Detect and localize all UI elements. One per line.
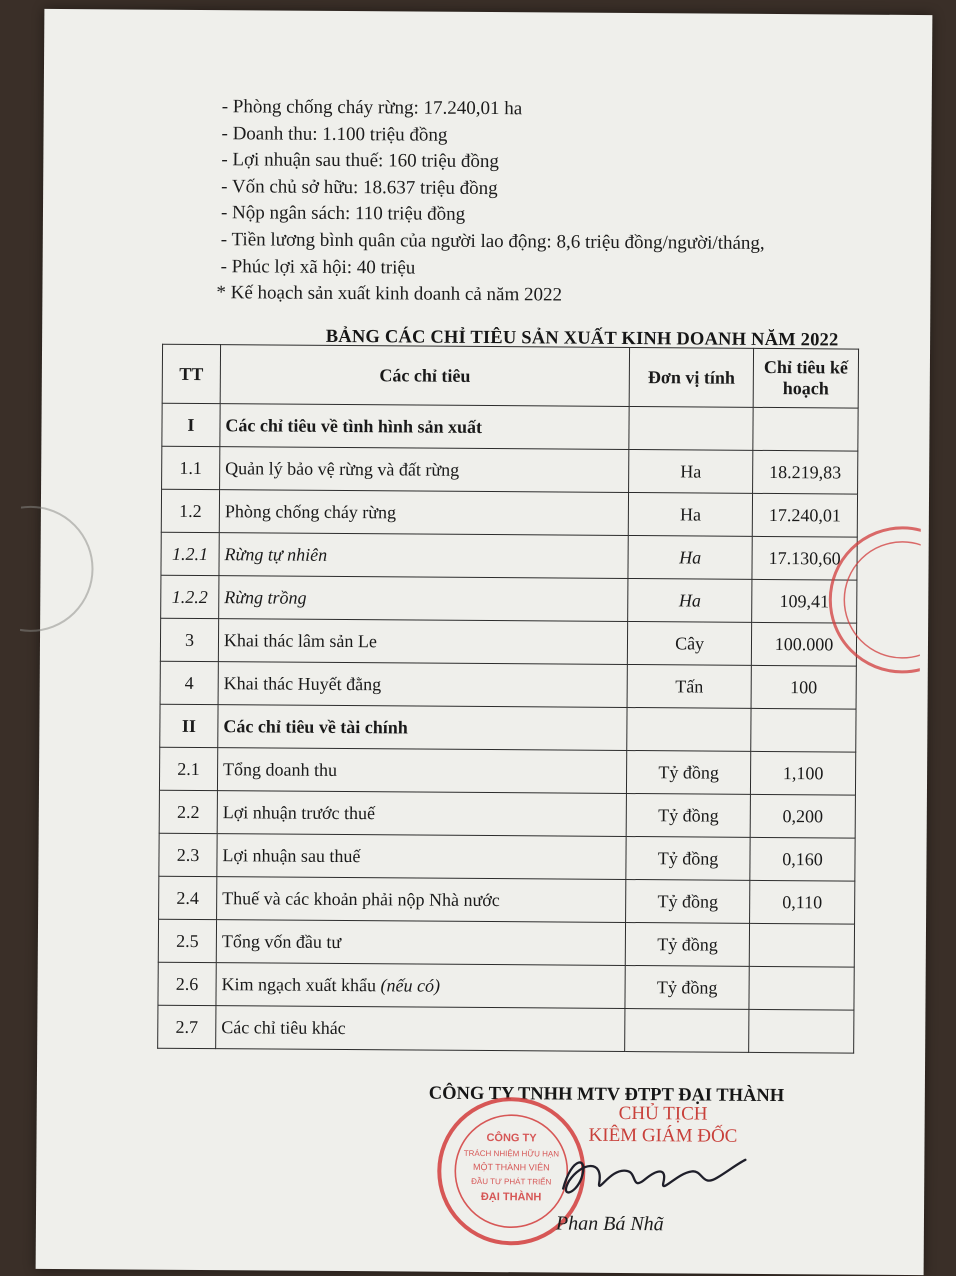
- header-tt: TT: [162, 344, 220, 403]
- svg-text:MỘT THÀNH VIÊN: MỘT THÀNH VIÊN: [472, 1161, 550, 1173]
- signer-title-line2: KIÊM GIÁM ĐỐC: [588, 1124, 738, 1147]
- row-tt: 1.2: [161, 489, 219, 532]
- row-indicator: Lợi nhuận sau thuế: [217, 834, 627, 880]
- row-unit: Ha: [628, 536, 752, 580]
- row-indicator: Các chỉ tiêu khác: [216, 1006, 626, 1052]
- bullet-item: - Tiền lương bình quân của người lao động: 8,6 triệu đồng/người/tháng,: [220, 229, 765, 254]
- summary-bullets: [216, 94, 921, 312]
- row-tt: 2.7: [158, 1005, 216, 1048]
- handwritten-signature: [541, 1136, 752, 1217]
- table-row: [158, 962, 854, 1010]
- row-value: [753, 407, 858, 451]
- row-unit: Ha: [629, 450, 753, 494]
- row-unit: Ha: [628, 579, 752, 623]
- document-page: [36, 9, 933, 1275]
- signer-name: Phan Bá Nhã: [555, 1212, 664, 1236]
- row-indicator: Tổng doanh thu: [217, 748, 627, 794]
- row-indicator: Rừng trồng: [219, 576, 629, 622]
- signer-title-line1: CHỦ TỊCH: [618, 1102, 708, 1125]
- row-unit: Ha: [628, 493, 752, 537]
- table-row: [158, 1005, 854, 1053]
- row-indicator-text: Kim ngạch xuất khẩu: [221, 973, 377, 995]
- row-value: 0,200: [750, 794, 855, 838]
- row-value: 109,41: [752, 579, 857, 623]
- row-tt: II: [160, 704, 218, 747]
- row-indicator: Các chỉ tiêu về tình hình sản xuất: [220, 404, 630, 450]
- row-tt: 2.3: [159, 833, 217, 876]
- row-unit: [627, 708, 751, 752]
- row-value: 100: [751, 665, 856, 709]
- row-indicator: Phòng chống cháy rừng: [219, 490, 629, 536]
- table-row: [160, 618, 856, 666]
- row-value: 1,100: [750, 751, 855, 795]
- row-tt: 3: [160, 618, 218, 661]
- row-indicator: Rừng tự nhiên: [219, 533, 629, 579]
- table-row-section: [160, 704, 856, 752]
- table-row: [159, 833, 855, 881]
- table-row: [158, 919, 854, 967]
- row-indicator: Khai thác lâm sản Le: [218, 619, 628, 665]
- row-unit: Tỷ đồng: [625, 965, 749, 1009]
- row-tt: 1.1: [162, 446, 220, 489]
- bullet-item: - Lợi nhuận sau thuế: 160 triệu đồng: [221, 149, 500, 173]
- row-tt: 1.2.2: [161, 575, 219, 618]
- svg-text:ĐẠI THÀNH: ĐẠI THÀNH: [480, 1190, 542, 1204]
- row-indicator: Quản lý bảo vệ rừng và đất rừng: [220, 447, 630, 493]
- svg-text:TRÁCH NHIỆM HỮU HẠN: TRÁCH NHIỆM HỮU HẠN: [463, 1148, 560, 1159]
- row-tt: 2.2: [159, 790, 217, 833]
- row-indicator: Tổng vốn đầu tư: [216, 920, 626, 966]
- company-name: CÔNG TY TNHH MTV ĐTPT ĐẠI THÀNH: [428, 1083, 785, 1107]
- row-indicator: Lợi nhuận trước thuế: [217, 791, 627, 837]
- row-unit: [625, 1008, 749, 1052]
- row-indicator: Thuế và các khoản phải nộp Nhà nước: [217, 877, 627, 923]
- row-tt: 2.4: [159, 876, 217, 919]
- table-row-section: [162, 403, 858, 451]
- row-tt: 1.2.1: [161, 532, 219, 575]
- table-row: [159, 876, 855, 924]
- row-value: 0,110: [750, 880, 855, 924]
- row-unit: Tỷ đồng: [625, 922, 749, 966]
- row-value: [749, 966, 854, 1010]
- bullet-item: - Doanh thu: 1.100 triệu đồng: [221, 122, 448, 146]
- table-row: [162, 446, 858, 494]
- table-title: BẢNG CÁC CHỈ TIÊU SẢN XUẤT KINH DOANH NĂM 2022: [325, 326, 839, 351]
- svg-text:CÔNG TY: CÔNG TY: [486, 1132, 537, 1145]
- bullet-item: - Nộp ngân sách: 110 triệu đồng: [220, 202, 466, 226]
- header-indicator: Các chỉ tiêu: [220, 345, 630, 407]
- bullet-item: - Phòng chống cháy rừng: 17.240,01 ha: [221, 96, 523, 120]
- table-row: [161, 575, 857, 623]
- row-tt: 2.5: [158, 919, 216, 962]
- row-indicator: Các chỉ tiêu về tài chính: [218, 705, 628, 751]
- row-tt: I: [162, 403, 220, 446]
- row-value: 18.219,83: [753, 450, 858, 494]
- table-row: [161, 489, 857, 537]
- row-value: 17.130,60: [752, 536, 857, 580]
- header-target: Chỉ tiêu kế hoạch: [753, 348, 858, 408]
- row-indicator: Khai thác Huyết đằng: [218, 662, 628, 708]
- bullet-item: - Vốn chủ sở hữu: 18.637 triệu đồng: [221, 175, 498, 199]
- bullet-item: - Phúc lợi xã hội: 40 triệu: [220, 255, 416, 279]
- table-row: [161, 532, 857, 580]
- row-value: [749, 923, 854, 967]
- row-unit: Cây: [628, 622, 752, 666]
- row-indicator-note: (nếu có): [380, 974, 441, 996]
- row-value: [751, 708, 856, 752]
- row-value: 17.240,01: [752, 493, 857, 537]
- row-tt: 4: [160, 661, 218, 704]
- row-unit: Tỷ đồng: [627, 751, 751, 795]
- svg-text:ĐẦU TƯ PHÁT TRIỂN: ĐẦU TƯ PHÁT TRIỂN: [471, 1176, 552, 1187]
- table-header-row: [162, 344, 858, 408]
- row-unit: Tấn: [627, 665, 751, 709]
- table-row: [160, 661, 856, 709]
- row-unit: Tỷ đồng: [626, 879, 750, 923]
- row-tt: 2.6: [158, 962, 216, 1005]
- row-indicator: [216, 963, 626, 1009]
- header-unit: Đơn vị tính: [629, 348, 753, 408]
- table-row: [159, 790, 855, 838]
- row-unit: [629, 407, 753, 451]
- partial-stamp-right: [820, 519, 921, 680]
- row-value: 100.000: [751, 622, 856, 666]
- row-tt: 2.1: [159, 747, 217, 790]
- plan-heading: * Kế hoạch sản xuất kinh doanh cả năm 2022: [216, 282, 563, 306]
- row-unit: Tỷ đồng: [626, 836, 750, 880]
- row-unit: Tỷ đồng: [626, 793, 750, 837]
- table-row: [159, 747, 855, 795]
- row-value: 0,160: [750, 837, 855, 881]
- row-value: [749, 1009, 854, 1053]
- faded-stamp-left: [20, 497, 101, 648]
- targets-table: [157, 344, 859, 1054]
